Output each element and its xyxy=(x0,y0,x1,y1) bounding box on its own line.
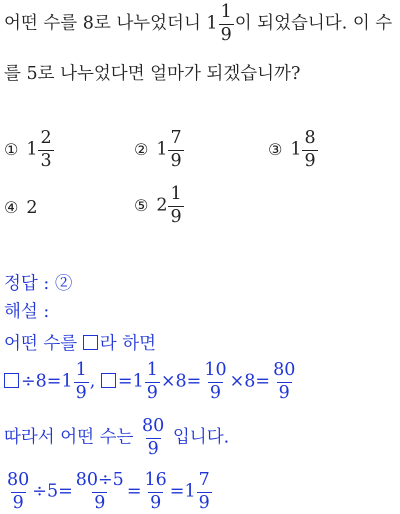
option-5[interactable]: ⑤ 2 $\frac{1}{9}$ xyxy=(134,184,182,227)
question-line-1: 어떤 수를 8로 나누었더니 1 $\frac{1}{9}$ 이 되었습니다. 이 수 xyxy=(4,2,393,45)
blank-box-icon xyxy=(101,373,116,388)
explanation-label: 해설 : xyxy=(4,302,50,322)
option-3[interactable]: ③ 1 $\frac{8}{9}$ xyxy=(268,128,316,171)
option-1[interactable]: ① 1 $\frac{2}{3}$ xyxy=(4,128,52,171)
blank-box-icon xyxy=(83,335,98,350)
solution-step-1: 어떤 수를 라 하면 xyxy=(4,334,157,354)
solution-step-2: 따라서 어떤 수는 $\frac{80}{9}$ 입니다. xyxy=(4,416,230,459)
solution-equation-1: ÷8=1 $\frac{1}{9}$ , =1 $\frac{1}{9}$ ×8= $\frac{10}{9}$ ×8= $\frac{80}{9}$ xyxy=(4,362,298,402)
blank-box-icon xyxy=(4,373,19,388)
fraction: $\frac{1}{9}$ xyxy=(220,2,232,45)
answer-label: 정답 : ② xyxy=(4,274,73,294)
option-2[interactable]: ② 1 $\frac{7}{9}$ xyxy=(134,128,182,171)
solution-equation-2: $\frac{80}{9}$ ÷5= $\frac{80\div 5}{9}$ = $\frac{16}{9}$ =1 $\frac{7}{9}$ xyxy=(7,470,210,513)
question-line-2: 를 5로 나누었다면 얼마가 되겠습니까? xyxy=(4,64,301,84)
option-4[interactable]: ④ 2 xyxy=(4,198,38,218)
